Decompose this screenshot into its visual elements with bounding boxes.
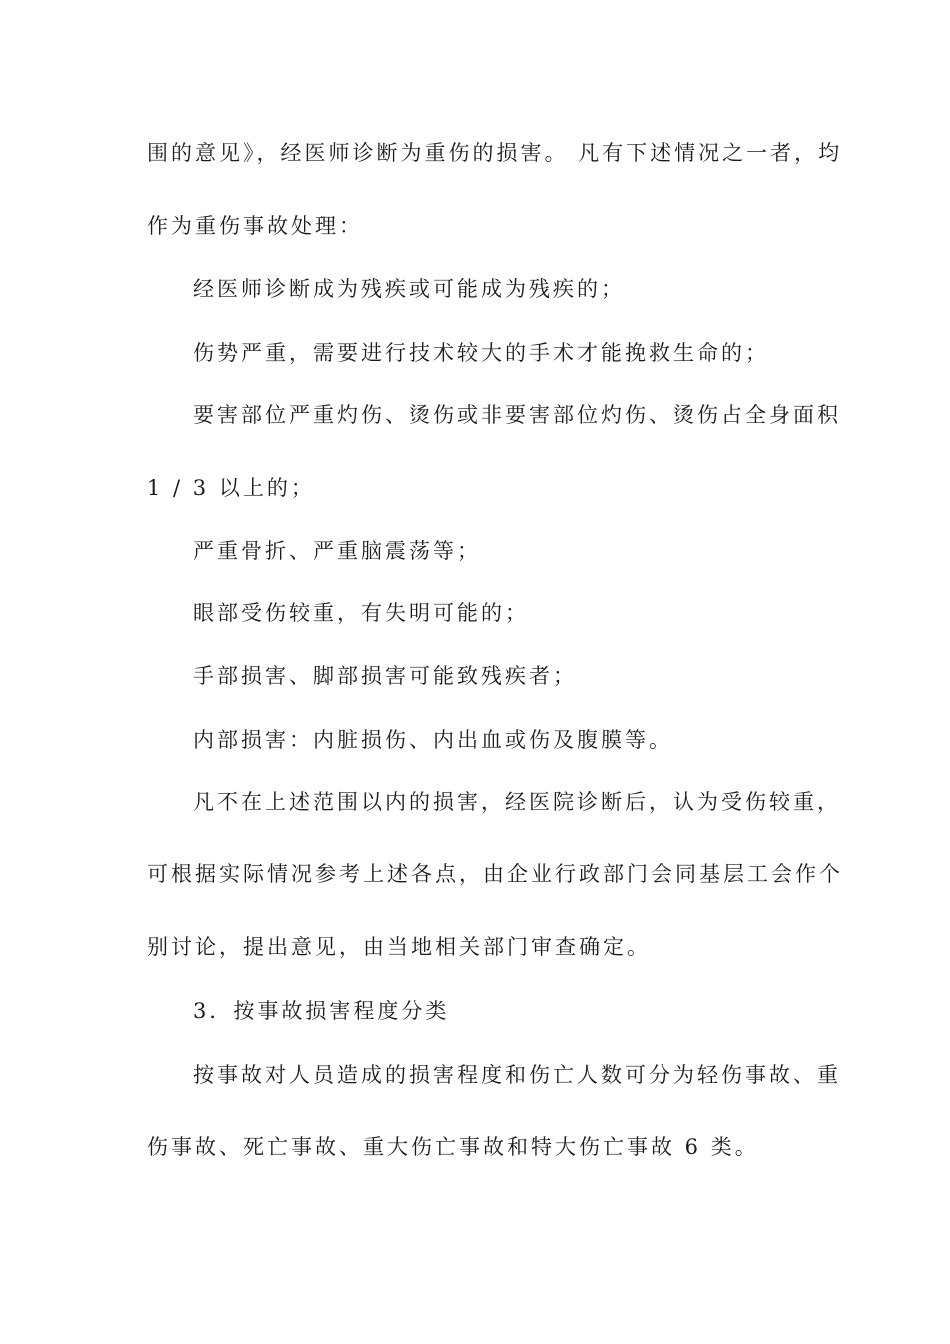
list-item: 伤势严重，需要进行技术较大的手术才能挽救生命的；	[193, 341, 769, 365]
paragraph-line: 作为重伤事故处理：	[147, 214, 363, 238]
paragraph-line: 可根据实际情况参考上述各点，由企业行政部门会同基层工会作个	[147, 862, 843, 886]
list-item: 手部损害、脚部损害可能致残疾者；	[193, 664, 577, 688]
paragraph-line: 围的意见》，经医师诊断为重伤的损害。 凡有下述情况之一者，均	[147, 141, 843, 165]
list-item: 内部损害：内脏损伤、内出血或伤及腹膜等。	[193, 728, 673, 752]
paragraph-line: 按事故对人员造成的损害程度和伤亡人数可分为轻伤事故、重	[193, 1063, 841, 1087]
paragraph-line: 1 / 3 以上的；	[147, 476, 315, 500]
paragraph-line: 伤事故、死亡事故、重大伤亡事故和特大伤亡事故 6 类。	[147, 1135, 759, 1159]
list-item: 眼部受伤较重，有失明可能的；	[193, 601, 529, 625]
list-item: 经医师诊断成为残疾或可能成为残疾的；	[193, 277, 625, 301]
paragraph-line: 别讨论，提出意见，由当地相关部门审查确定。	[147, 935, 651, 959]
list-item: 严重骨折、严重脑震荡等；	[193, 539, 481, 563]
section-heading: 3．按事故损害程度分类	[193, 999, 450, 1023]
paragraph-line: 凡不在上述范围以内的损害，经医院诊断后，认为受伤较重，	[193, 790, 841, 814]
list-item: 要害部位严重灼伤、烫伤或非要害部位灼伤、烫伤占全身面积	[193, 403, 841, 427]
